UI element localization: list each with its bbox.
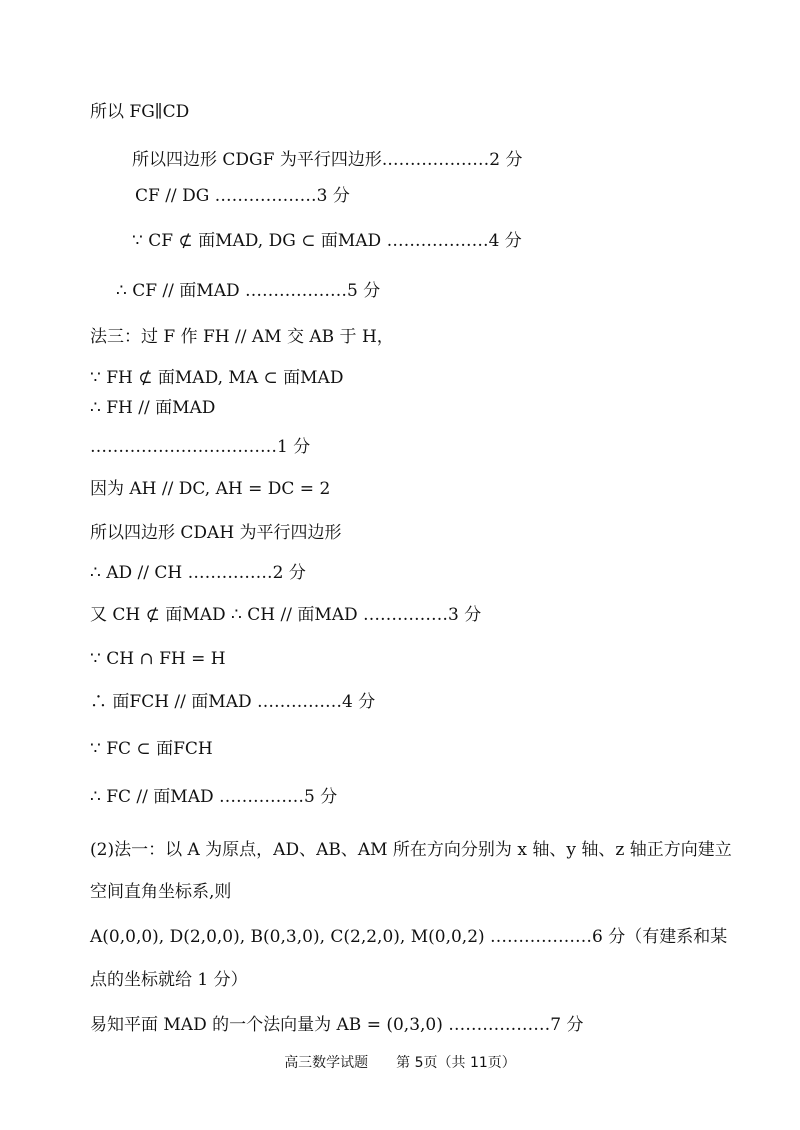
text-line: ∴ CF // 面MAD ………………5 分 [116,281,381,301]
text-line: ∴ AD // CH ……………2 分 [90,563,306,583]
text-line: 又 CH ⊄ 面MAD ∴ CH // 面MAD ……………3 分 [90,605,482,625]
text-line: ∴ 面FCH // 面MAD ……………4 分 [90,692,376,712]
page-footer: 高三数学试题 第 5页（共 11页） [284,1055,516,1071]
text-line: (2)法一：以 A 为原点，AD、AB、AM 所在方向分别为 x 轴、y 轴、z 轴正方向建立 [90,840,732,860]
text-line: ……………………………1 分 [90,437,311,457]
text-line: 点的坐标就给 1 分） [90,970,248,990]
text-line: 所以 FG∥CD [90,102,190,122]
text-line: CF // DG ………………3 分 [135,186,350,206]
text-line: ∵ FC ⊂ 面FCH [90,739,213,759]
text-line: 所以四边形 CDAH 为平行四边形 [90,523,342,543]
text-line: 因为 AH // DC, AH = DC = 2 [90,479,331,499]
text-line: A(0,0,0), D(2,0,0), B(0,3,0), C(2,2,0), M(0,0,2) ………………6 分（有建系和某 [90,927,728,947]
text-line: 空间直角坐标系,则 [90,882,232,902]
text-line: ∵ CH ∩ FH = H [90,649,226,669]
text-line: ∴ FC // 面MAD ……………5 分 [90,787,338,807]
text-line: ∵ FH ⊄ 面MAD, MA ⊂ 面MAD [90,368,344,388]
text-line: 易知平面 MAD 的一个法向量为 AB = (0,3,0) ………………7 分 [90,1015,584,1035]
text-line: ∵ CF ⊄ 面MAD, DG ⊂ 面MAD ………………4 分 [132,231,522,251]
text-line: ∴ FH // 面MAD [90,398,216,418]
text-line: 法三：过 F 作 FH // AM 交 AB 于 H， [90,327,394,347]
text-line: 所以四边形 CDGF 为平行四边形.………………2 分 [132,150,523,170]
